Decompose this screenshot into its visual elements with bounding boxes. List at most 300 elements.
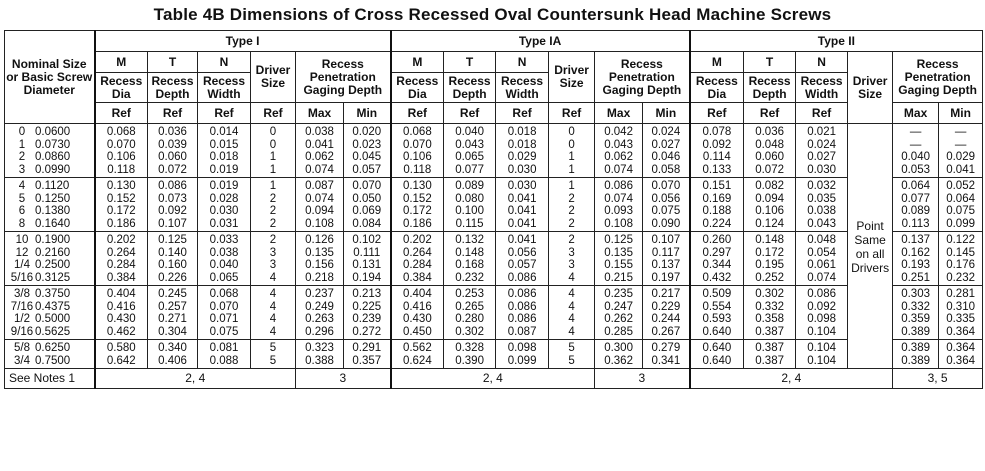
max-header: Max (595, 103, 643, 124)
recess-dia-header: Recess Dia (391, 73, 444, 103)
m-header: M (690, 52, 744, 73)
type-ia-gaging-max-value: 0.074 (604, 163, 633, 176)
nominal-size-value: 12 (15, 246, 29, 259)
type-ia-dims-notes: 2, 4 (391, 369, 595, 389)
ref-header: Ref (391, 103, 444, 124)
basic-diameter-value: 0.3125 (35, 271, 71, 284)
type-ia-driver-size-value: 4 (568, 288, 575, 300)
type-ia-gaging-max-value: 0.042 (604, 126, 633, 138)
size-cell (5, 178, 95, 232)
type-ia-driver-size-value: 2 (568, 205, 575, 217)
recess-dia-header: Recess Dia (95, 73, 148, 103)
type-ia-gaging-max-value: 0.215 (604, 271, 633, 284)
type-ii-gaging-max-value: 0.389 (901, 325, 930, 338)
type-i-header: Type I (95, 31, 391, 52)
type-ia-recess-dia-value: 0.264 (402, 246, 432, 259)
size-line (9, 247, 94, 260)
type-i-gaging-max-value: 0.218 (305, 271, 334, 284)
table-row (5, 124, 983, 178)
type-i-recess-width-value-cell (198, 178, 251, 232)
ref-header: Ref (95, 103, 148, 124)
type-i-gaging-max-value-cell (296, 124, 344, 178)
type-ia-recess-dia-value: 0.284 (402, 259, 432, 271)
type-i-driver-size-value: 4 (269, 271, 277, 284)
type-i-driver-size-value: 2 (269, 234, 277, 246)
size-cell (5, 124, 95, 178)
type-i-gaging-max-value-cell (296, 340, 344, 369)
type-ia-recess-width-value: 0.099 (507, 354, 537, 367)
gaging-depth-header: Recess Penetration Gaging Depth (893, 52, 983, 103)
t-header: T (444, 52, 496, 73)
type-ii-recess-depth-value: 0.072 (755, 163, 784, 176)
type-i-driver-size-value: 4 (269, 325, 277, 338)
type-ia-gaging-max-value: 0.247 (604, 300, 633, 313)
type-i-recess-width-value: 0.081 (209, 342, 239, 354)
type-ia-gaging-min-value: 0.107 (651, 234, 681, 246)
type-ia-header: Type IA (391, 31, 690, 52)
type-ia-recess-dia-value: 0.070 (402, 138, 432, 151)
type-ia-recess-depth-value: 0.168 (455, 259, 484, 271)
type-ii-recess-dia-value: 0.224 (702, 217, 732, 230)
type-i-gaging-max-value-cell (296, 232, 344, 286)
recess-depth-header: Recess Depth (744, 73, 796, 103)
size-line (9, 139, 94, 152)
type-ii-gaging-max-value: 0.389 (901, 342, 930, 354)
type-ii-recess-dia-value-cell (690, 124, 744, 178)
type-ia-gaging-min-value-cell (643, 286, 690, 340)
type-i-gaging-max-value-cell (296, 286, 344, 340)
type-i-gaging-max-value: 0.135 (305, 246, 334, 259)
type-i-driver-size-value-cell (251, 286, 296, 340)
nominal-size-value: 10 (15, 234, 29, 246)
type-ii-recess-depth-value: 0.332 (755, 300, 784, 313)
nominal-size-value: 2 (18, 151, 26, 163)
n-header: N (496, 52, 549, 73)
type-i-driver-size-value: 1 (269, 180, 277, 192)
type-i-recess-width-value-cell (198, 340, 251, 369)
type-i-driver-size-value: 3 (269, 246, 277, 259)
type-ii-recess-width-value: 0.021 (807, 126, 836, 138)
type-i-driver-size-value: 5 (269, 354, 277, 367)
type-ia-recess-dia-value: 0.152 (402, 192, 432, 205)
t-header: T (148, 52, 198, 73)
type-ia-driver-size-value: 4 (568, 271, 575, 284)
nominal-size-value: 5/8 (14, 342, 30, 354)
ref-header: Ref (796, 103, 848, 124)
type-i-gaging-min-value: 0.069 (352, 205, 382, 217)
type-ia-recess-dia-value: 0.430 (402, 313, 432, 325)
type-i-driver-size-value: 4 (269, 313, 277, 325)
type-ii-recess-dia-value: 0.432 (702, 271, 732, 284)
type-ia-recess-depth-value: 0.302 (455, 325, 484, 338)
type-i-recess-dia-value: 0.642 (106, 354, 136, 367)
type-ii-dims-notes: 2, 4 (690, 369, 893, 389)
ref-header: Ref (496, 103, 549, 124)
recess-depth-header: Recess Depth (148, 73, 198, 103)
size-line (9, 259, 94, 272)
type-i-recess-depth-value-cell (148, 232, 198, 286)
type-ii-recess-dia-value: 0.509 (702, 288, 732, 300)
basic-diameter-value: 0.0990 (35, 163, 71, 176)
type-i-recess-depth-value-cell (148, 178, 198, 232)
type-ii-recess-dia-value: 0.344 (702, 259, 732, 271)
type-i-recess-dia-value: 0.070 (106, 138, 136, 151)
type-ii-gaging-max-value: — (909, 138, 922, 151)
type-i-recess-depth-value: 0.072 (158, 163, 187, 176)
type-i-recess-dia-value-cell (95, 286, 148, 340)
size-line (9, 151, 94, 164)
type-ii-recess-dia-value: 0.554 (702, 300, 732, 313)
type-i-gaging-max-value: 0.074 (305, 163, 334, 176)
type-i-gaging-max-value: 0.156 (305, 259, 334, 271)
type-ia-driver-size-value-cell (549, 124, 595, 178)
type-ii-recess-depth-value: 0.302 (755, 288, 784, 300)
type-ia-gaging-max-value-cell (595, 124, 643, 178)
type-i-driver-size-value: 4 (269, 300, 277, 313)
type-ii-recess-width-value: 0.032 (807, 180, 836, 192)
type-i-gaging-min-value: 0.102 (352, 234, 382, 246)
driver-size-header: Driver Size (848, 52, 893, 124)
ref-header: Ref (744, 103, 796, 124)
type-ii-recess-depth-value: 0.195 (755, 259, 784, 271)
type-ia-recess-dia-value: 0.450 (402, 325, 432, 338)
basic-diameter-value: 0.0600 (35, 126, 71, 138)
type-i-recess-dia-value-cell (95, 178, 148, 232)
basic-diameter-value: 0.1640 (35, 217, 71, 230)
type-i-driver-size-value-cell (251, 124, 296, 178)
type-ia-driver-size-value: 4 (568, 325, 575, 338)
type-ia-recess-depth-value: 0.080 (455, 192, 484, 205)
type-ii-gaging-min-value: 0.364 (946, 342, 975, 354)
type-i-driver-size-value-cell (251, 340, 296, 369)
type-i-recess-depth-value: 0.039 (158, 138, 187, 151)
type-ii-gaging-min-value: 0.075 (946, 205, 975, 217)
type-ia-recess-dia-value-cell (391, 232, 444, 286)
type-ii-gaging-min-value: 0.041 (946, 163, 975, 176)
min-header: Min (344, 103, 391, 124)
type-ia-recess-dia-value: 0.416 (402, 300, 432, 313)
type-ii-recess-depth-value: 0.060 (755, 151, 784, 163)
type-ia-recess-dia-value: 0.186 (402, 217, 432, 230)
type-ia-recess-width-value: 0.041 (507, 217, 537, 230)
type-i-recess-dia-value: 0.186 (106, 217, 136, 230)
type-i-gaging-min-value-cell (344, 232, 391, 286)
type-ia-recess-depth-value: 0.280 (455, 313, 484, 325)
size-line (9, 342, 94, 355)
type-ii-header: Type II (690, 31, 983, 52)
type-ii-gaging-max-value: 0.053 (901, 163, 930, 176)
type-i-driver-size-value: 2 (269, 205, 277, 217)
type-ii-recess-depth-value: 0.387 (755, 325, 784, 338)
type-ii-gaging-min-value: 0.176 (946, 259, 975, 271)
nominal-size-value: 7/16 (10, 300, 34, 313)
type-ii-gaging-min-value: 0.281 (946, 288, 975, 300)
type-ia-gaging-max-value: 0.108 (604, 217, 633, 230)
basic-diameter-value: 0.1380 (35, 205, 71, 217)
type-i-gaging-min-value-cell (344, 178, 391, 232)
type-ia-recess-width-value: 0.018 (507, 126, 537, 138)
type-i-recess-width-value: 0.068 (209, 288, 239, 300)
basic-diameter-value: 0.0730 (35, 138, 71, 151)
type-ii-recess-width-value-cell (796, 286, 848, 340)
type-ii-gaging-max-value-cell (893, 124, 939, 178)
type-i-recess-depth-value: 0.340 (158, 342, 187, 354)
type-i-gaging-max-value-cell (296, 178, 344, 232)
table-row (5, 232, 983, 286)
type-ii-gaging-min-value: 0.052 (946, 180, 975, 192)
ref-header: Ref (444, 103, 496, 124)
type-i-recess-dia-value: 0.416 (106, 300, 136, 313)
type-i-recess-depth-value-cell (148, 124, 198, 178)
type-ii-recess-dia-value: 0.151 (702, 180, 732, 192)
type-ii-recess-width-value: 0.027 (807, 151, 836, 163)
type-i-gaging-min-value: 0.272 (352, 325, 382, 338)
type-ia-recess-depth-value: 0.265 (455, 300, 484, 313)
type-i-gaging-min-value: 0.225 (352, 300, 382, 313)
n-header: N (198, 52, 251, 73)
type-ii-recess-width-value: 0.024 (807, 138, 836, 151)
type-i-recess-depth-value-cell (148, 340, 198, 369)
type-ia-recess-width-value-cell (496, 178, 549, 232)
type-i-recess-width-value: 0.038 (209, 246, 239, 259)
size-line (9, 272, 94, 285)
type-ii-gaging-max-value: 0.251 (901, 271, 930, 284)
type-i-gaging-min-value-cell (344, 124, 391, 178)
type-ia-recess-depth-value: 0.148 (455, 246, 484, 259)
type-ii-recess-dia-value: 0.092 (702, 138, 732, 151)
size-line (9, 126, 94, 139)
type-i-recess-depth-value: 0.140 (158, 246, 187, 259)
type-ii-gaging-min-value: 0.364 (946, 354, 975, 367)
type-i-gaging-min-value: 0.111 (353, 246, 381, 259)
type-ii-gaging-max-value: 0.193 (901, 259, 930, 271)
type-ia-recess-dia-value: 0.130 (402, 180, 432, 192)
type-ii-gaging-max-value: 0.137 (901, 234, 930, 246)
type-ia-driver-size-value: 3 (568, 246, 575, 259)
type-ii-gaging-min-value-cell (939, 286, 983, 340)
type-ii-gaging-max-value-cell (893, 232, 939, 286)
recess-dia-header: Recess Dia (690, 73, 744, 103)
type-ia-gaging-min-value: 0.058 (651, 163, 681, 176)
type-i-gaging-max-value: 0.108 (305, 217, 334, 230)
type-ia-gaging-max-value: 0.285 (604, 325, 633, 338)
ref-header: Ref (198, 103, 251, 124)
m-header: M (95, 52, 148, 73)
type-ia-recess-depth-value-cell (444, 340, 496, 369)
size-line (9, 164, 94, 177)
type-ii-gaging-min-value: 0.145 (946, 246, 975, 259)
type-ia-recess-width-value: 0.041 (507, 234, 537, 246)
type-i-recess-depth-value: 0.073 (158, 192, 187, 205)
basic-diameter-value: 0.7500 (35, 354, 71, 367)
type-ia-recess-dia-value-cell (391, 124, 444, 178)
type-ii-recess-depth-value: 0.082 (755, 180, 784, 192)
basic-diameter-value: 0.6250 (35, 342, 71, 354)
type-ii-gaging-min-value: 0.232 (946, 271, 975, 284)
type-ii-recess-depth-value-cell (744, 286, 796, 340)
type-ia-recess-depth-value: 0.132 (455, 234, 484, 246)
type-i-gaging-max-value: 0.087 (305, 180, 334, 192)
type-ia-recess-depth-value: 0.328 (455, 342, 484, 354)
type-i-gaging-max-value: 0.323 (305, 342, 334, 354)
type-i-recess-depth-value: 0.406 (158, 354, 187, 367)
type-i-recess-dia-value: 0.384 (106, 271, 136, 284)
type-i-recess-width-value: 0.065 (209, 271, 239, 284)
type-ia-gaging-min-value-cell (643, 340, 690, 369)
type-ia-driver-size-value-cell (549, 340, 595, 369)
type-ia-gaging-max-value: 0.135 (604, 246, 633, 259)
type-ia-recess-width-value: 0.098 (507, 342, 537, 354)
nominal-size-value: 1 (18, 138, 26, 151)
type-i-gaging-max-value: 0.094 (305, 205, 334, 217)
type-i-gaging-max-value: 0.062 (305, 151, 334, 163)
type-i-recess-depth-value: 0.092 (158, 205, 187, 217)
type-i-gaging-max-value: 0.263 (305, 313, 334, 325)
type-i-recess-dia-value: 0.130 (106, 180, 136, 192)
type-ia-driver-size-value: 2 (568, 217, 575, 230)
type-ia-recess-width-value: 0.086 (507, 271, 537, 284)
type-i-gaging-max-value: 0.074 (305, 192, 334, 205)
type-ia-recess-depth-value-cell (444, 286, 496, 340)
type-ia-recess-depth-value: 0.232 (455, 271, 484, 284)
type-i-recess-depth-value: 0.060 (158, 151, 187, 163)
type-ii-gaging-min-value: 0.335 (946, 313, 975, 325)
type-i-gaging-min-value: 0.023 (352, 138, 382, 151)
type-ia-recess-width-value-cell (496, 124, 549, 178)
table-row (5, 286, 983, 340)
type-ia-gaging-min-value: 0.137 (651, 259, 681, 271)
type-i-recess-depth-value-cell (148, 286, 198, 340)
max-header: Max (893, 103, 939, 124)
type-ia-recess-dia-value: 0.624 (402, 354, 432, 367)
type-ia-driver-size-value: 2 (568, 192, 575, 205)
type-ia-gaging-max-value: 0.093 (604, 205, 633, 217)
notes-row (5, 369, 983, 389)
type-ia-gaging-min-value: 0.024 (651, 126, 681, 138)
type-ia-recess-width-value: 0.086 (507, 313, 537, 325)
type-i-recess-depth-value: 0.125 (158, 234, 187, 246)
type-ia-recess-width-value: 0.086 (507, 300, 537, 313)
type-ia-recess-width-value-cell (496, 232, 549, 286)
type-ia-driver-size-value: 0 (568, 138, 575, 151)
type-ii-recess-depth-value: 0.094 (755, 192, 784, 205)
type-ia-recess-depth-value-cell (444, 232, 496, 286)
nominal-size-value: 6 (18, 205, 26, 217)
type-ia-driver-size-value: 1 (568, 180, 575, 192)
type-i-recess-width-value: 0.015 (209, 138, 239, 151)
type-i-driver-size-value: 0 (269, 126, 277, 138)
type-ii-recess-dia-value: 0.169 (702, 192, 732, 205)
type-ia-recess-depth-value: 0.089 (455, 180, 484, 192)
size-line (9, 288, 94, 301)
type-ii-recess-depth-value: 0.387 (755, 354, 784, 367)
type-ii-gaging-max-value: 0.332 (901, 300, 930, 313)
type-ia-gaging-min-value: 0.279 (651, 342, 681, 354)
type-ii-gage-notes: 3, 5 (893, 369, 983, 389)
size-line (9, 193, 94, 206)
type-ia-gaging-min-value-cell (643, 178, 690, 232)
type-ii-gaging-min-value-cell (939, 124, 983, 178)
type-i-recess-dia-value: 0.172 (106, 205, 136, 217)
type-ia-gaging-min-value-cell (643, 124, 690, 178)
type-i-recess-width-value: 0.031 (209, 217, 239, 230)
type-ia-gaging-min-value: 0.090 (651, 217, 681, 230)
type-ii-recess-depth-value: 0.048 (755, 138, 784, 151)
type-i-recess-depth-value: 0.107 (158, 217, 187, 230)
nominal-size-value: 0 (18, 126, 26, 138)
notes-label: See Notes 1 (5, 369, 95, 389)
basic-diameter-value: 0.0860 (35, 151, 71, 163)
type-ia-gaging-min-value: 0.217 (651, 288, 681, 300)
type-i-recess-dia-value: 0.430 (106, 313, 136, 325)
type-i-recess-width-value: 0.028 (209, 192, 239, 205)
type-i-gaging-max-value: 0.237 (305, 288, 334, 300)
type-i-gaging-min-value: 0.045 (352, 151, 382, 163)
type-ia-recess-dia-value: 0.384 (402, 271, 432, 284)
type-ia-recess-depth-value-cell (444, 178, 496, 232)
type-ia-gaging-max-value-cell (595, 232, 643, 286)
type-ia-driver-size-value: 2 (568, 234, 575, 246)
type-ii-recess-dia-value-cell (690, 340, 744, 369)
basic-diameter-value: 0.2160 (35, 246, 71, 259)
type-i-driver-size-value: 5 (269, 342, 277, 354)
table-title: Table 4B Dimensions of Cross Recessed Oval Countersunk Head Machine Screws (153, 5, 832, 24)
type-i-gaging-min-value: 0.239 (352, 313, 382, 325)
type-ii-recess-width-value: 0.074 (807, 271, 836, 284)
type-ia-recess-dia-value-cell (391, 286, 444, 340)
type-ii-recess-dia-value: 0.640 (702, 354, 732, 367)
type-i-recess-width-value: 0.071 (209, 313, 239, 325)
type-ia-driver-size-value: 0 (568, 126, 575, 138)
type-ia-gaging-min-value: 0.341 (651, 354, 681, 367)
type-ii-recess-width-value-cell (796, 124, 848, 178)
type-i-recess-dia-value-cell (95, 232, 148, 286)
ref-header: Ref (690, 103, 744, 124)
type-i-gaging-min-value: 0.213 (352, 288, 382, 300)
type-ii-recess-dia-value-cell (690, 286, 744, 340)
recess-depth-header: Recess Depth (444, 73, 496, 103)
n-header: N (796, 52, 848, 73)
type-i-recess-width-value: 0.033 (209, 234, 239, 246)
type-ii-recess-width-value: 0.098 (807, 313, 836, 325)
type-ia-driver-size-value: 5 (568, 342, 575, 354)
type-i-recess-width-value: 0.018 (209, 151, 239, 163)
type-ia-driver-size-value-cell (549, 178, 595, 232)
type-ii-gaging-min-value-cell (939, 178, 983, 232)
type-i-recess-width-value: 0.019 (209, 163, 239, 176)
type-ii-recess-depth-value: 0.124 (755, 217, 784, 230)
type-i-recess-dia-value: 0.284 (106, 259, 136, 271)
type-ii-recess-depth-value: 0.252 (755, 271, 784, 284)
type-ii-gaging-max-value: 0.303 (901, 288, 930, 300)
type-ia-recess-width-value: 0.018 (507, 138, 537, 151)
type-i-gaging-min-value: 0.131 (352, 259, 382, 271)
type-ii-recess-width-value-cell (796, 178, 848, 232)
type-ia-recess-dia-value: 0.068 (402, 126, 432, 138)
type-ia-gaging-min-value: 0.267 (651, 325, 681, 338)
type-ia-gaging-min-value: 0.229 (651, 300, 681, 313)
type-i-gaging-min-value: 0.020 (352, 126, 382, 138)
type-ia-gaging-min-value-cell (643, 232, 690, 286)
type-ia-recess-depth-value: 0.390 (455, 354, 484, 367)
basic-diameter-value: 0.5625 (35, 325, 71, 338)
size-cell (5, 340, 95, 369)
type-i-recess-width-value: 0.019 (209, 180, 239, 192)
type-i-recess-width-value: 0.075 (209, 325, 239, 338)
nominal-size-value: 3/4 (14, 354, 30, 367)
type-i-gaging-max-value: 0.296 (305, 325, 334, 338)
type-ia-recess-width-value: 0.041 (507, 192, 537, 205)
